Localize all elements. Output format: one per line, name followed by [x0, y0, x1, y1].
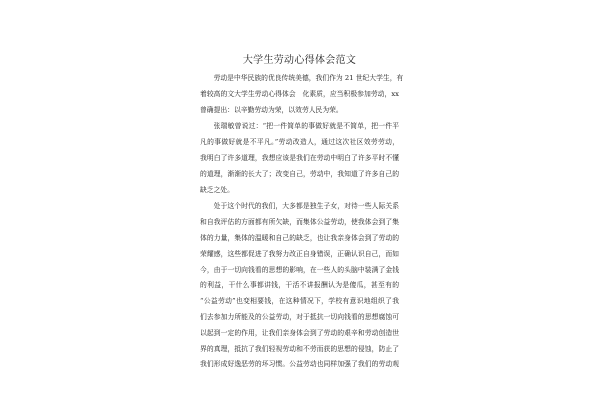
paragraph [200, 199, 399, 373]
text-line: 曾确提出：以辛勤劳动为荣，以效劳人民为荣。 [200, 105, 343, 114]
text-line: 的道理，渐渐的长大了；改变自己，劳动中，我知道了许多自己的 [200, 169, 399, 178]
text-line: 劳动是中华民族的优良传统美德，我们作为 21 世纪大学生，有 [213, 74, 404, 82]
text-line: 和自我评估的方面都有所欠缺，而集体公益劳动，使我体会到了集 [200, 218, 399, 227]
text-line: 荣耀感，这些都促进了我努力改正自身错误，正确认识自己，而如 [200, 249, 399, 258]
text-line: 体的力量，集体的温暖和自己的缺乏，也让我亲身体会到了劳动的 [200, 233, 399, 242]
text-line: 凡的事做好就是不平凡。”劳动改造人，通过这次社区效劳劳动， [200, 138, 399, 147]
text-line: 的利益，干什么事都讲钱，干活不讲报酬认为是傻瓜，甚至有的 [200, 281, 399, 290]
text-line: 界的真理，抵抗了我们轻视劳动和不劳而获的思想的侵蚀，防止了 [200, 344, 399, 353]
paragraph [200, 71, 404, 118]
document-body [200, 52, 404, 373]
text-line: 我们形成好逸恶劳的坏习惯。公益劳动也同样加强了我们的劳动观 [200, 360, 399, 369]
text-line: 张瑞敏曾说过：“把一件简单的事做好就是不简单，把一件平 [213, 122, 399, 131]
text-line: “公益劳动”也变相要钱，在这种情况下，学校有意识地组织了我 [200, 297, 399, 306]
document-title: 大学生劳动心得体会范文 [242, 55, 357, 66]
text-line: 们去参加力所能及的公益劳动，对于抵抗一切向钱看的思想腐蚀可 [200, 312, 399, 321]
text-line: 处于这个时代的我们，大多都是独生子女，对待一些人际关系 [213, 202, 399, 211]
text-line: 以起到一定的作用，让我们亲身体会到了劳动的艰辛和劳动创造世 [200, 328, 399, 337]
paragraph [200, 119, 399, 198]
text-line: 今，由于一切向钱看的思想的影响，在一些人的头脑中装满了金钱 [200, 265, 399, 274]
paragraph-list [200, 71, 404, 373]
text-line: 缺乏之处。 [200, 185, 234, 194]
text-line: 我明白了许多道理，我想应该是我们在劳动中明白了许多平时不懂 [200, 153, 399, 162]
text-line: 着较高的文大学生劳动心得体会 化素质，应当积极参加劳动，xx [200, 89, 399, 98]
